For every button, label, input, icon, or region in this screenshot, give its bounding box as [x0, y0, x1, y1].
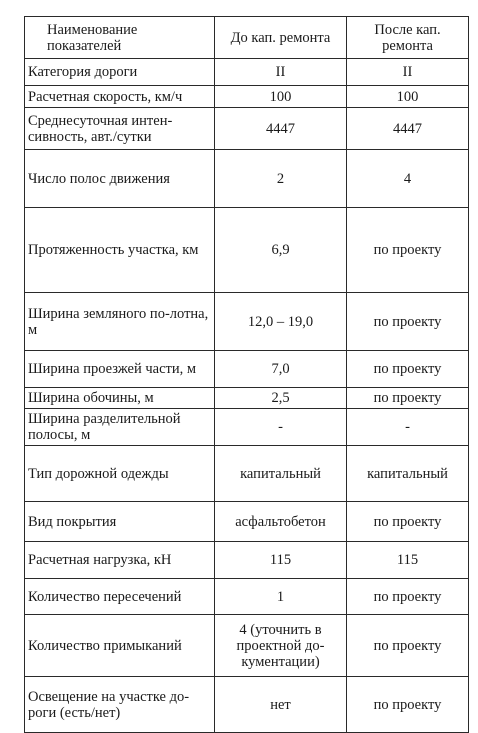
row-name: Расчетная скорость, км/ч: [25, 86, 215, 108]
row-after: по проекту: [347, 388, 469, 409]
row-before: 115: [215, 542, 347, 579]
row-name: Тип дорожной одежды: [25, 446, 215, 502]
row-before: 6,9: [215, 208, 347, 293]
row-after: -: [347, 409, 469, 446]
row-name: Расчетная нагрузка, кН: [25, 542, 215, 579]
row-name: Число полос движения: [25, 150, 215, 208]
row-name: Ширина земляного по-лотна, м: [25, 293, 215, 351]
row-after: по проекту: [347, 351, 469, 388]
table-row: [25, 86, 469, 108]
row-after: по проекту: [347, 677, 469, 733]
header-before-repair: До кап. ремонта: [215, 17, 347, 59]
row-after: 100: [347, 86, 469, 108]
row-before: II: [215, 59, 347, 86]
row-name: Количество примыканий: [25, 615, 215, 677]
row-name: Ширина проезжей части, м: [25, 351, 215, 388]
table-header-row: [25, 17, 469, 59]
row-name: Количество пересечений: [25, 579, 215, 615]
header-parameter-name: Наименование показателей: [25, 17, 215, 59]
row-after: по проекту: [347, 579, 469, 615]
row-after: по проекту: [347, 502, 469, 542]
table-row: [25, 150, 469, 208]
table-row: [25, 293, 469, 351]
row-before: 2: [215, 150, 347, 208]
table-row: [25, 351, 469, 388]
table-row: [25, 677, 469, 733]
row-after: по проекту: [347, 293, 469, 351]
row-before: 12,0 – 19,0: [215, 293, 347, 351]
table-row: [25, 108, 469, 150]
road-parameters-table: [24, 16, 469, 733]
table-row: [25, 409, 469, 446]
row-before: 7,0: [215, 351, 347, 388]
table-row: [25, 615, 469, 677]
row-after: по проекту: [347, 615, 469, 677]
row-before: 1: [215, 579, 347, 615]
table-row: [25, 208, 469, 293]
row-name: Категория дороги: [25, 59, 215, 86]
row-before: капитальный: [215, 446, 347, 502]
table-row: [25, 446, 469, 502]
row-name: Освещение на участке до-роги (есть/нет): [25, 677, 215, 733]
row-name: Ширина разделительной полосы, м: [25, 409, 215, 446]
document-page: [24, 16, 468, 733]
table-row: [25, 388, 469, 409]
row-after: 4: [347, 150, 469, 208]
row-after: по проекту: [347, 208, 469, 293]
table-row: [25, 59, 469, 86]
table-row: [25, 579, 469, 615]
row-before: -: [215, 409, 347, 446]
row-before: 4 (уточнить в проектной до-кументации): [215, 615, 347, 677]
row-name: Среднесуточная интен-сивность, авт./сутки: [25, 108, 215, 150]
table-row: [25, 502, 469, 542]
row-name: Протяженность участка, км: [25, 208, 215, 293]
row-name: Вид покрытия: [25, 502, 215, 542]
row-before: 100: [215, 86, 347, 108]
header-after-repair: После кап. ремонта: [347, 17, 469, 59]
row-before: 2,5: [215, 388, 347, 409]
row-after: 4447: [347, 108, 469, 150]
row-after: II: [347, 59, 469, 86]
row-after: 115: [347, 542, 469, 579]
row-before: нет: [215, 677, 347, 733]
row-before: 4447: [215, 108, 347, 150]
row-after: капитальный: [347, 446, 469, 502]
row-name: Ширина обочины, м: [25, 388, 215, 409]
table-row: [25, 542, 469, 579]
row-before: асфальтобетон: [215, 502, 347, 542]
